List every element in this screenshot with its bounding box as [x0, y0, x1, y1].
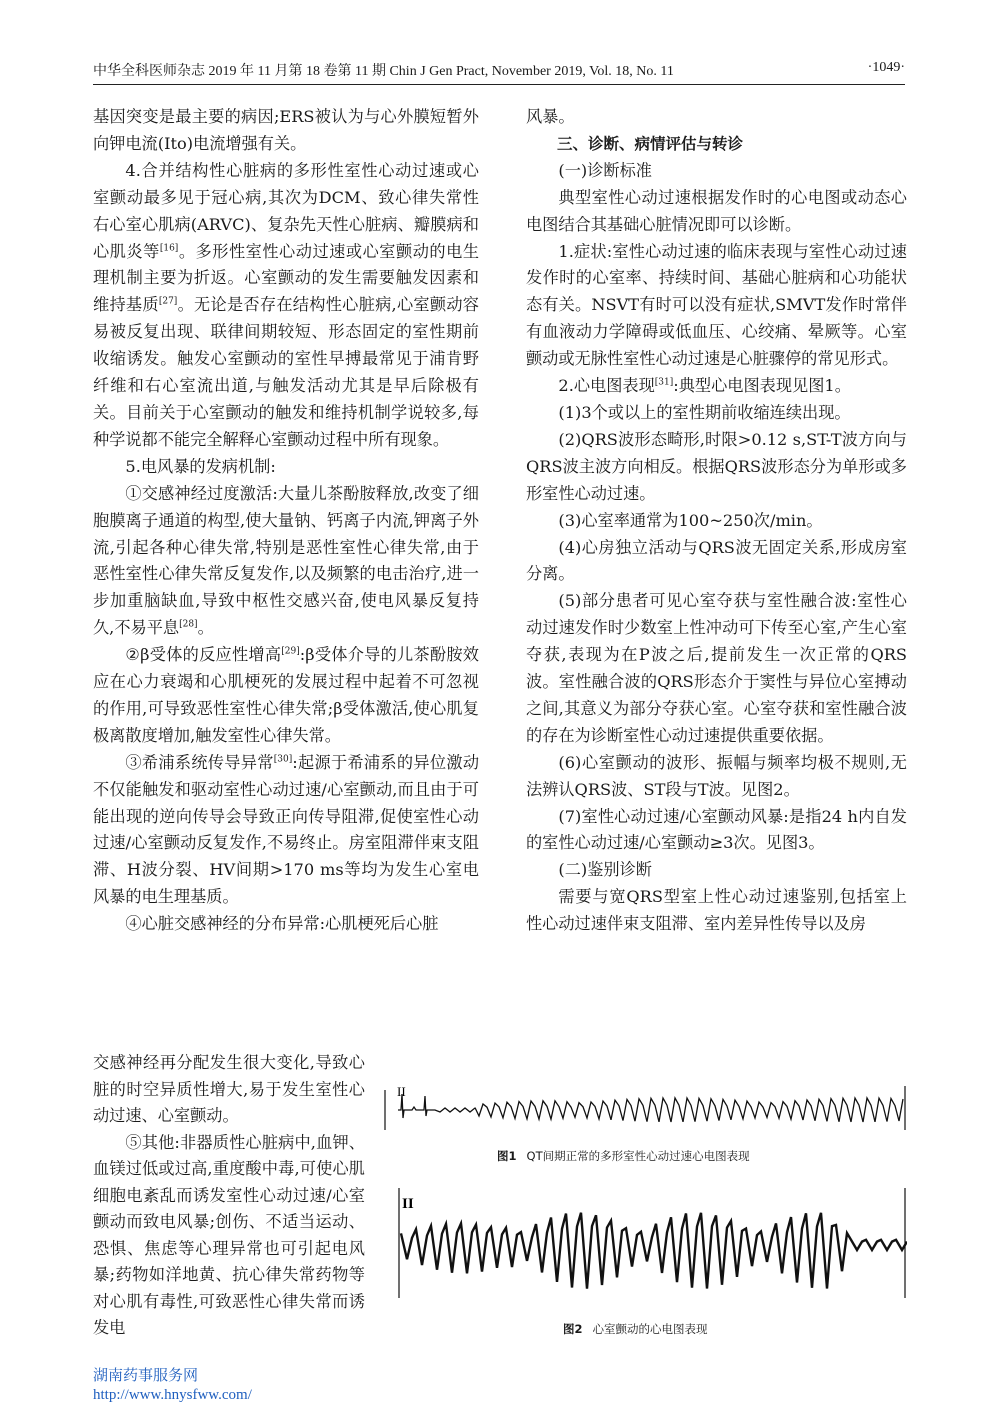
right-column-paragraph [526, 588, 907, 749]
right-column-paragraph [526, 373, 907, 400]
left-column [93, 104, 479, 938]
right-column-paragraph [526, 400, 907, 427]
figure-2-ecg-trace [401, 1213, 907, 1289]
left-column-paragraph [93, 158, 479, 454]
figure-1-ecg-trace [398, 1094, 903, 1122]
right-column-paragraph [526, 185, 907, 239]
paragraph-text: ①交感神经过度激活:大量儿茶酚胺释放,改变了细胞膜离子通道的构型,使大量钠、钙离子内流,钾离子外流,引起各种心律失常,特别是恶性室性心律失常,由于恶性室性心律失常反复发作,以及频繁的电击治疗,进一步加重脑缺血,导致中枢性交感兴奋,使电风暴反复持久,不易平息 [93, 483, 479, 638]
footer-site-name: 湖南药事服务网 [93, 1368, 199, 1384]
paragraph-text: 基因突变是最主要的病因;ERS被认为与心外膜短暂外向钾电流(Ito)电流增强有关。 [93, 107, 479, 153]
figure-2-caption [563, 1321, 708, 1337]
citation-ref: [28] [179, 619, 198, 630]
footer-url[interactable]: http://www.hnysfww.com/ [93, 1387, 252, 1403]
right-column-paragraph [526, 158, 907, 185]
paragraph-text: ③希浦系统传导异常 [125, 752, 274, 772]
figure-2-caption-text: 心室颤动的心电图表现 [592, 1322, 708, 1336]
paragraph-text: (5)部分患者可见心室夺获与室性融合波:室性心动过速发作时少数室上性冲动可下传至心室,产生心室夺获,表现为在P波之后,提前发生一次正常的QRS波。室性融合波的QRS形态介于窦性与异位心室搏动之间,其意义为部分夺获心室。心室夺获和室性融合波的存在为诊断室性心动过速提供重要依据。 [526, 591, 907, 745]
paragraph-text: (1)3个或以上的室性期前收缩连续出现。 [558, 402, 851, 422]
paragraph-text: (6)心室颤动的波形、振幅与频率均极不规则,无法辨认QRS波、ST段与T波。见图2。 [526, 752, 907, 799]
right-column [526, 104, 907, 938]
paragraph-text: 交感神经再分配发生很大变化,导致心脏的时空异质性增大,易于发生室性心动过速、心室颤动。 [93, 1053, 365, 1125]
watermark-footer [93, 1367, 252, 1405]
right-column-paragraph [526, 535, 907, 589]
citation-ref: [27] [158, 296, 178, 307]
paragraph-text: 。无论是否存在结构性心脏病,心室颤动容易被反复出现、联律间期较短、形态固定的室性期前收缩诱发。触发心室颤动的室性早搏最常见于浦肯野纤维和右心室流出道,与触发活动尤其是早后除极有关。目前关于心室颤动的触发和维持机制学说较多,每种学说都不能完全解释心室颤动过程中所有现象。 [93, 295, 479, 449]
paragraph-text: 典型室性心动过速根据发作时的心电图或动态心电图结合其基础心脏情况即可以诊断。 [526, 187, 907, 234]
left-column-paragraph [93, 750, 479, 911]
figure-1-number: 图1 [497, 1149, 517, 1163]
citation-ref: [29] [281, 646, 300, 657]
figure-1-caption [497, 1148, 750, 1164]
figure-2 [398, 1186, 907, 1300]
paragraph-text: ②β受体的反应性增高 [125, 645, 282, 665]
left-narrow-paragraph [93, 1050, 365, 1130]
right-column-paragraph [526, 239, 907, 374]
citation-ref: [30] [273, 754, 293, 765]
page-number: ·1049· [867, 60, 905, 75]
paragraph-text: :起源于希浦系的异位激动不仅能触发和驱动室性心动过速/心室颤动,而且由于可能出现的逆向传导会导致正向传导阻滞,促使室性心动过速/心室颤动反复发作,不易终止。房室阻滞伴束支阻滞、H波分裂、HV间期>170 ms等均为发生心室电风暴的电生理基质。 [93, 752, 480, 907]
paragraph-text: 4.合并结构性心脏病的多形性室性心动过速或心室颤动最多见于冠心病,其次为DCM、致心律失常性右心室心肌病(ARVC)、复杂先天性心脏病、瓣膜病和心肌炎等 [93, 160, 479, 261]
paragraph-text: ④心脏交感神经的分布异常:心肌梗死后心脏 [125, 914, 439, 934]
left-column-paragraph [93, 911, 479, 938]
citation-ref: [31] [654, 377, 674, 388]
right-column-paragraph [526, 427, 907, 508]
figure-2-lead-label: II [402, 1196, 414, 1212]
paragraph-text: 。多形性室性心动过速或心室颤动的电生理机制主要为折返。心室颤动的发生需要触发因素和维持基质 [93, 241, 480, 315]
right-column-paragraph [526, 508, 907, 535]
right-column-paragraph [526, 857, 907, 884]
right-column-paragraph [526, 884, 907, 938]
figure-1-lead-label: II [397, 1084, 406, 1099]
paragraph-text: (7)室性心动过速/心室颤动风暴:是指24 h内自发的室性心动过速/心室颤动≥3次。见图3。 [526, 806, 907, 853]
right-column-paragraph [526, 804, 907, 858]
citation-ref: [16] [159, 243, 179, 254]
left-column-paragraph [93, 104, 479, 158]
left-column-paragraph [93, 454, 479, 481]
paragraph-text: (一)诊断标准 [558, 160, 652, 180]
paragraph-text: ⑤其他:非器质性心脏病中,血钾、血镁过低或过高,重度酸中毒,可使心肌细胞电紊乱而诱发室性心动过速/心室颤动而致电风暴;创伤、不适当运动、恐惧、焦虑等心理异常也可引起电风暴;药物如洋地黄、抗心律失常药物等对心肌有毒性,可致恶性心律失常而诱发电 [93, 1132, 365, 1337]
right-column-paragraph [526, 131, 907, 158]
left-narrow-paragraph [93, 1130, 365, 1342]
paragraph-text: 5.电风暴的发病机制: [125, 456, 276, 476]
right-column-paragraph [526, 104, 907, 131]
paragraph-text: (二)鉴别诊断 [558, 860, 652, 880]
figure-1 [384, 1076, 907, 1132]
paragraph-text: (3)心室率通常为100~250次/min。 [558, 510, 823, 530]
paragraph-text: 风暴。 [526, 107, 575, 126]
paragraph-text: 需要与宽QRS型室上性心动过速鉴别,包括室上性心动过速伴束支阻滞、室内差异性传导以及房 [526, 887, 907, 934]
figure-1-caption-text: QT间期正常的多形室性心动过速心电图表现 [526, 1149, 750, 1163]
paragraph-text: (4)心房独立活动与QRS波无固定关系,形成房室分离。 [526, 537, 907, 584]
journal-info: 中华全科医师杂志 2019 年 11 月第 18 卷第 11 期 Chin J Gen Pract, November 2019, Vol. 18, No. 11 [93, 64, 674, 79]
right-column-paragraph [526, 750, 907, 804]
running-header [93, 60, 905, 82]
paragraph-text: :典型心电图表现见图1。 [673, 376, 851, 396]
paragraph-text: (2)QRS波形态畸形,时限>0.12 s,ST-T波方向与QRS波主波方向相反。根据QRS波形态分为单形或多形室性心动过速。 [526, 429, 907, 503]
paragraph-text: 。 [197, 618, 214, 638]
left-column-narrow [93, 1050, 365, 1342]
figure-2-number: 图2 [563, 1322, 583, 1336]
paragraph-text: 1.症状:室性心动过速的临床表现与室性心动过速发作时的心室率、持续时间、基础心脏病和心功能状态有关。NSVT有时可以没有症状,SMVT发作时常伴有血液动力学障碍或低血压、心绞痛、晕厥等。心室颤动或无脉性室性心动过速是心脏骤停的常见形式。 [526, 241, 907, 369]
left-column-paragraph [93, 481, 479, 642]
left-column-paragraph [93, 642, 479, 750]
header-rule [93, 84, 905, 85]
paragraph-text: 三、诊断、病情评估与转诊 [557, 134, 744, 153]
paragraph-text: :β受体介导的儿茶酚胺效应在心力衰竭和心肌梗死的发展过程中起着不可忽视的作用,可导致恶性室性心律失常;β受体激活,使心肌复极离散度增加,触发室性心律失常。 [93, 645, 479, 745]
paragraph-text: 2.心电图表现 [558, 376, 655, 396]
